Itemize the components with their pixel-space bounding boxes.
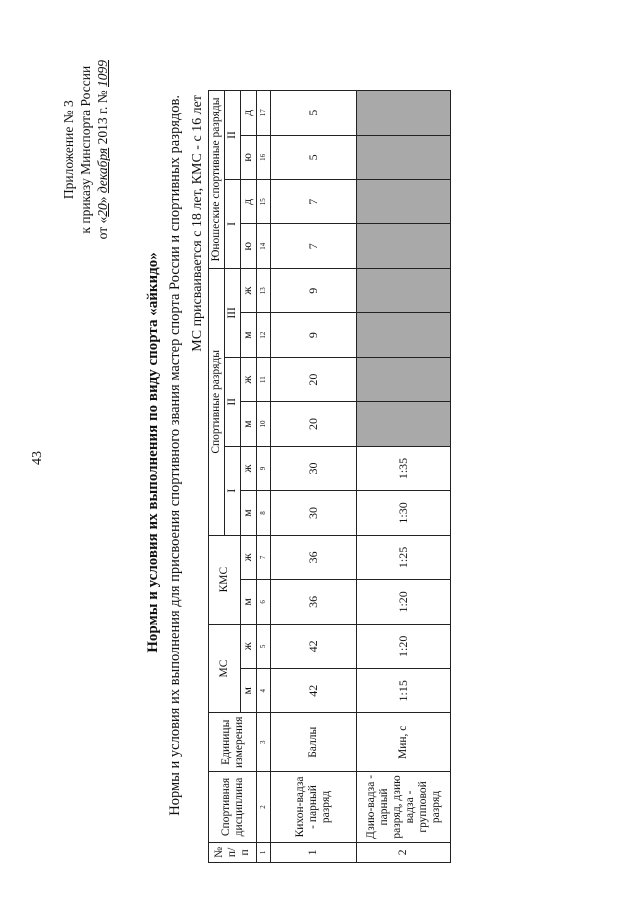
order-number: 1099 (95, 60, 110, 87)
column-number: 3 (257, 713, 271, 772)
value-cell: 5 (271, 91, 357, 136)
column-number: 8 (257, 491, 271, 535)
gender-cell: ж (241, 268, 257, 312)
column-number: 13 (257, 268, 271, 312)
date-year: 2013 г. № (95, 90, 110, 145)
header-youth-rank-1: I (225, 180, 241, 269)
shaded-cell (357, 135, 451, 179)
header-kms: КМС (209, 535, 241, 624)
header-youth-ranks: Юношеские спортивные разряды (209, 91, 225, 269)
header-unit: Единицы измерения (209, 713, 257, 772)
column-number: 14 (257, 224, 271, 268)
value-cell: 1:30 (357, 491, 451, 535)
column-number: 1 (257, 842, 271, 862)
row-unit: Баллы (271, 713, 357, 772)
gender-cell: м (241, 402, 257, 446)
gender-cell: м (241, 669, 257, 713)
value-cell: 20 (271, 402, 357, 446)
header-sport-ranks: Спортивные разряды (209, 268, 225, 535)
header-rank-2: II (225, 357, 241, 446)
row-unit: Мин, с (357, 713, 451, 772)
gender-cell: ж (241, 535, 257, 579)
appendix-line-2: к приказу Минспорта России (78, 65, 93, 234)
row-discipline: Кихон-вадза - парный разряд (271, 772, 357, 843)
header-rank-1: I (225, 446, 241, 535)
gender-cell: ж (241, 357, 257, 401)
shaded-cell (357, 313, 451, 357)
shaded-cell (357, 180, 451, 224)
header-discipline: Спортивная дисциплина (209, 772, 257, 843)
column-number: 2 (257, 772, 271, 843)
column-number: 15 (257, 180, 271, 224)
gender-cell: д (241, 180, 257, 224)
column-number: 11 (257, 357, 271, 401)
value-cell: 1:20 (357, 624, 451, 668)
value-cell: 5 (271, 135, 357, 179)
shaded-cell (357, 268, 451, 312)
value-cell: 9 (271, 313, 357, 357)
header-ms: МС (209, 624, 241, 713)
norms-table (208, 90, 451, 863)
shaded-cell (357, 224, 451, 268)
gender-cell: ж (241, 446, 257, 490)
value-cell: 42 (271, 624, 357, 668)
date-day: 20 (95, 203, 110, 217)
value-cell: 20 (271, 357, 357, 401)
date-prefix: от « (95, 216, 110, 240)
value-cell: 1:25 (357, 535, 451, 579)
gender-cell: д (241, 91, 257, 136)
shaded-cell (357, 357, 451, 401)
value-cell: 9 (271, 268, 357, 312)
document-subtitle: Нормы и условия их выполнения для присвоения спортивного звания мастер спорта России и спортивных разрядов. (167, 95, 183, 816)
column-number: 7 (257, 535, 271, 579)
gender-cell: ю (241, 135, 257, 179)
column-number: 16 (257, 135, 271, 179)
value-cell: 30 (271, 446, 357, 490)
gender-cell: ю (241, 224, 257, 268)
value-cell: 1:20 (357, 580, 451, 624)
header-rank-3: III (225, 268, 241, 357)
column-number: 17 (257, 91, 271, 136)
value-cell: 1:35 (357, 446, 451, 490)
value-cell: 42 (271, 669, 357, 713)
shaded-cell (357, 402, 451, 446)
document-title: Нормы и условия их выполнения по виду спорта «айкидо» (145, 252, 161, 653)
header-num: № п/п (209, 842, 257, 862)
value-cell: 30 (271, 491, 357, 535)
appendix-line-3 (94, 60, 111, 239)
column-number: 5 (257, 624, 271, 668)
row-number: 1 (271, 842, 357, 862)
column-number: 12 (257, 313, 271, 357)
row-number: 2 (357, 842, 451, 862)
column-number: 6 (257, 580, 271, 624)
value-cell: 7 (271, 180, 357, 224)
value-cell: 1:15 (357, 669, 451, 713)
gender-cell: м (241, 491, 257, 535)
column-number-row (257, 91, 271, 863)
value-cell: 7 (271, 224, 357, 268)
date-mid: » (95, 196, 110, 204)
column-number: 4 (257, 669, 271, 713)
age-note: МС присваивается с 18 лет, КМС - с 16 лет (190, 95, 205, 352)
shaded-cell (357, 91, 451, 136)
appendix-block (60, 60, 111, 239)
table-row (271, 91, 357, 863)
header-youth-rank-2: II (225, 91, 241, 180)
date-month: декабря (95, 147, 110, 194)
gender-cell: м (241, 313, 257, 357)
value-cell: 36 (271, 535, 357, 579)
column-number: 9 (257, 446, 271, 490)
gender-cell: ж (241, 624, 257, 668)
value-cell: 36 (271, 580, 357, 624)
column-number: 10 (257, 402, 271, 446)
gender-cell: м (241, 580, 257, 624)
header-row-1 (209, 91, 225, 863)
row-discipline: Дзию-вадза - парный разряд, дзию вадза - групповой разряд (357, 772, 451, 843)
page-number: 43 (30, 451, 45, 465)
table-row (357, 91, 451, 863)
appendix-line-1: Приложение № 3 (61, 100, 76, 200)
